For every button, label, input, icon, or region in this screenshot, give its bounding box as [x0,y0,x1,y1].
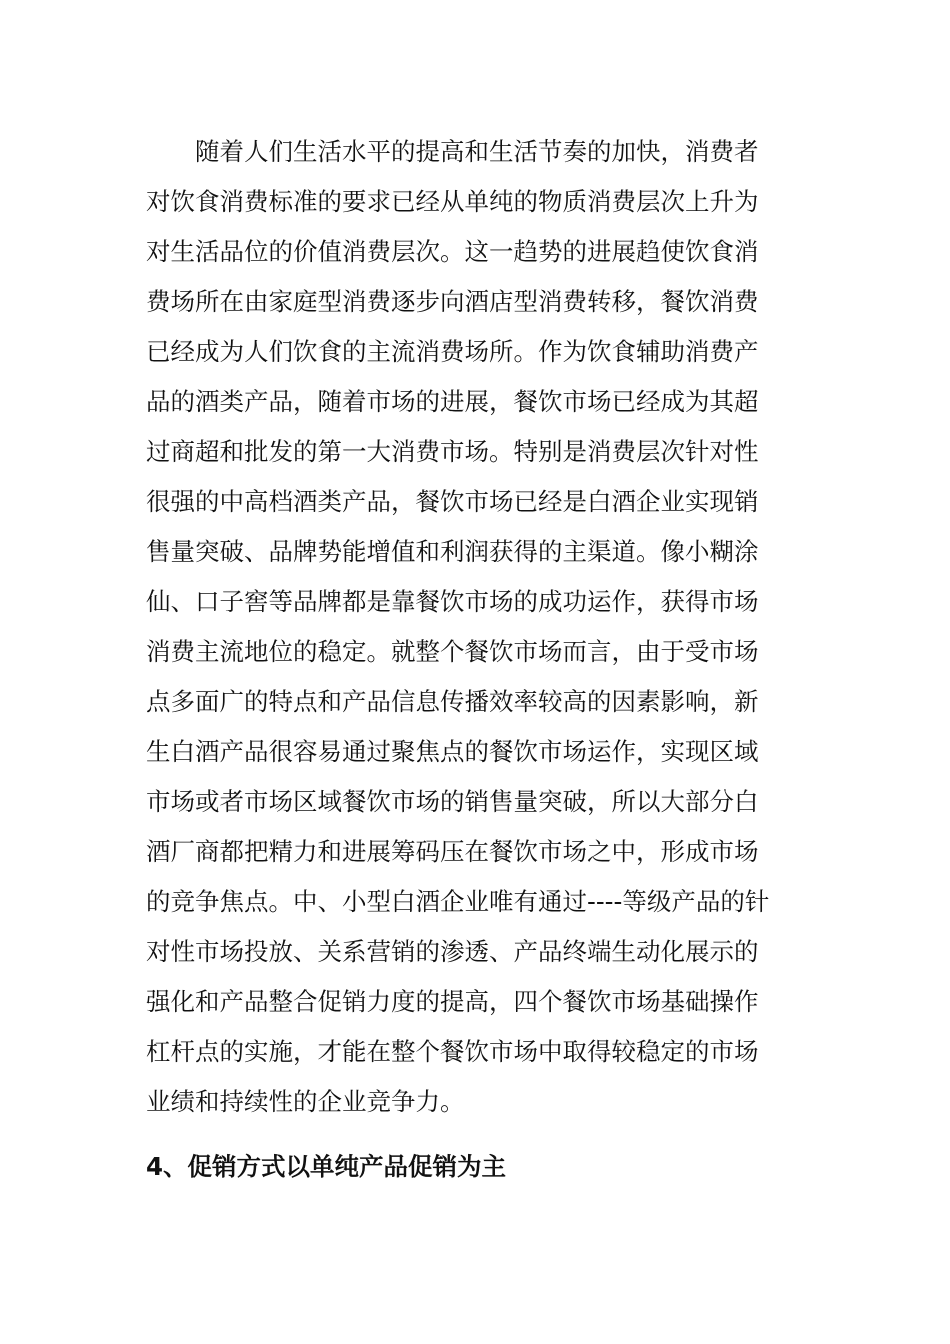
paragraph-line: 费场所在由家庭型消费逐步向酒店型消费转移，餐饮消费 [146,287,759,316]
paragraph-line: 对性市场投放、关系营销的渗透、产品终端生动化展示的 [146,937,759,966]
paragraph-line: 很强的中高档酒类产品，餐饮市场已经是白酒企业实现销 [146,487,759,516]
paragraph-line: 消费主流地位的稳定。就整个餐饮市场而言，由于受市场 [146,637,759,666]
paragraph-line: 杠杆点的实施，才能在整个餐饮市场中取得较稳定的市场 [146,1037,759,1066]
paragraph-line: 已经成为人们饮食的主流消费场所。作为饮食辅助消费产 [146,337,759,366]
paragraph-line: 的竞争焦点。中、小型白酒企业唯有通过----等级产品的针 [146,887,770,916]
paragraph-line: 对生活品位的价值消费层次。这一趋势的进展趋使饮食消 [146,237,759,266]
paragraph-line: 随着人们生活水平的提高和生活节奏的加快，消费者 [195,137,759,166]
paragraph-line: 生白酒产品很容易通过聚焦点的餐饮市场运作，实现区域 [146,737,759,766]
paragraph-line: 过商超和批发的第一大消费市场。特别是消费层次针对性 [146,437,759,466]
section-heading: 4、促销方式以单纯产品促销为主 [146,1152,507,1181]
paragraph-line: 强化和产品整合促销力度的提高，四个餐饮市场基础操作 [146,987,759,1016]
paragraph-line: 业绩和持续性的企业竞争力。 [146,1087,465,1116]
paragraph-line: 点多面广的特点和产品信息传播效率较高的因素影响，新 [146,687,759,716]
paragraph-line: 品的酒类产品，随着市场的进展，餐饮市场已经成为其超 [146,387,759,416]
paragraph-line: 市场或者市场区域餐饮市场的销售量突破，所以大部分白 [146,787,759,816]
paragraph-line: 酒厂商都把精力和进展筹码压在餐饮市场之中，形成市场 [146,837,759,866]
paragraph-line: 售量突破、品牌势能增值和利润获得的主渠道。像小糊涂 [146,537,759,566]
body-paragraph [146,127,796,1127]
paragraph-line: 仙、口子窖等品牌都是靠餐饮市场的成功运作，获得市场 [146,587,759,616]
paragraph-line: 对饮食消费标准的要求已经从单纯的物质消费层次上升为 [146,187,759,216]
